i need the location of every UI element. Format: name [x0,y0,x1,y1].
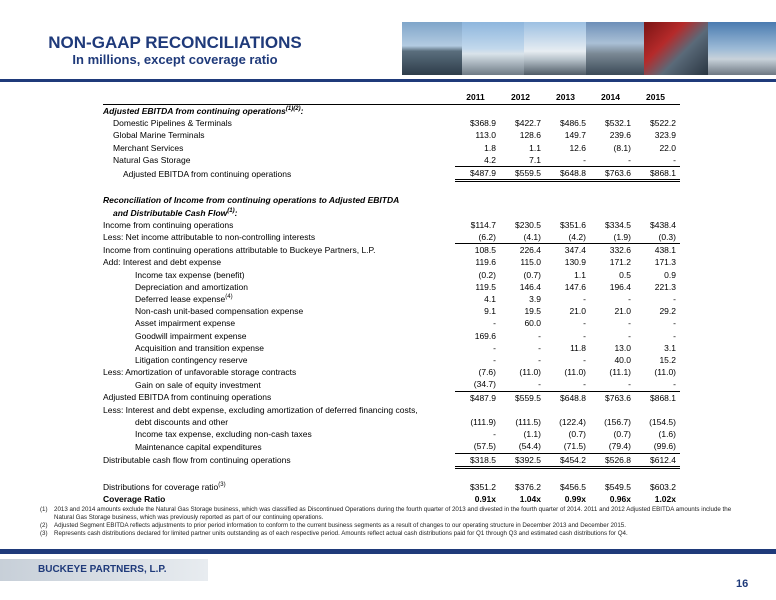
value-cell: (54.4) [500,440,545,453]
value-cell: - [545,154,590,167]
row-label-text: Litigation contingency reserve [135,355,248,366]
value-cell: (11.0) [519,367,541,378]
row-label-text: Adjusted EBITDA from continuing operations [103,392,272,403]
row-label-text: Less: Amortization of unfavorable storage contracts [103,367,297,378]
value-cell: $334.5 [605,219,631,230]
value-cell [455,194,500,206]
table-row [103,117,680,129]
value-cell: 1.02x [654,494,676,505]
value-cell: $868.1 [635,167,680,181]
table-row [103,244,680,257]
row-label [103,194,455,206]
footnote-key: (1) [40,506,48,513]
row-label [103,269,455,281]
value-cell: $351.6 [560,219,586,230]
value-cell: 21.0 [614,306,631,317]
value-cell [545,181,590,195]
value-cell: (99.6) [635,440,680,453]
table-row [103,256,680,268]
row-label-text: Asset impairment expense [135,318,236,329]
value-cell: 171.3 [654,257,676,268]
value-cell [455,207,500,219]
row-label [103,129,455,141]
value-cell [590,194,635,206]
table-row [103,317,680,329]
value-cell: - [538,355,541,366]
row-label [103,105,455,118]
row-label [103,244,455,257]
row-label [103,117,455,129]
row-label-text: Less: Interest and debt expense, excluding amortization of deferred financing costs, [103,404,418,415]
table-row [103,354,680,366]
value-cell: $351.2 [470,482,496,493]
table-row [103,105,680,118]
table-row [103,219,680,231]
value-cell: (154.5) [649,417,676,428]
row-label [103,142,455,154]
value-cell: 3.1 [664,342,676,353]
value-cell: - [583,294,586,305]
value-cell: (122.4) [559,417,586,428]
row-label-text: Merchant Services [113,142,184,153]
row-label-text: Domestic Pipelines & Terminals [113,118,232,129]
value-cell: 4.2 [455,154,500,167]
table-row [103,366,680,378]
footnote-ref: (3) [218,482,226,489]
row-label-text: Add: Interest and debt expense [103,257,222,268]
value-cell [590,105,635,118]
valve-wheel-photo [644,22,708,75]
value-cell: - [493,355,496,366]
value-cell: 3.9 [529,294,541,305]
value-cell: (6.2) [455,231,500,244]
table-row [103,342,680,354]
row-label [103,428,455,440]
value-cell: (0.2) [478,269,496,280]
table-row [103,154,680,167]
row-label-text: Adjusted EBITDA from continuing operations [103,106,286,116]
value-cell [635,404,680,416]
value-cell: $522.2 [650,118,676,129]
row-label [103,416,455,428]
row-label-text: Reconciliation of Income from continuing operations to Adjusted EBITDA [103,195,400,206]
value-cell: 12.6 [569,142,586,153]
page-number: 16 [736,578,749,590]
value-cell: - [538,330,541,341]
row-label [103,453,455,467]
table-row [103,207,680,219]
row-label-text: Deferred lease expense [135,294,226,305]
value-cell [635,207,680,219]
value-cell: (1.9) [590,231,635,244]
value-cell [635,105,680,118]
value-cell: - [583,318,586,329]
value-cell: $559.5 [515,392,541,403]
row-label [103,330,455,342]
value-cell: 149.7 [564,130,586,141]
row-label-text: Income tax expense, excluding non-cash taxes [135,429,312,440]
table-row [103,428,680,440]
value-cell: 1.1 [529,142,541,153]
value-cell: - [673,330,676,341]
value-cell: $763.6 [590,167,635,181]
value-cell: 347.4 [564,245,586,256]
value-cell [545,194,590,206]
row-label [103,207,455,219]
value-cell: 13.0 [614,342,631,353]
value-cell: 11.8 [570,342,586,353]
value-cell: 60.0 [524,318,541,329]
value-cell [455,467,500,481]
value-cell [500,105,545,118]
row-label-text: Income tax expense (benefit) [135,269,245,280]
marine-terminal-photo [586,22,644,75]
value-cell: - [545,378,590,391]
row-label-text: Global Marine Terminals [113,130,205,141]
value-cell: - [628,318,631,329]
value-cell: 332.6 [609,245,631,256]
value-cell: (4.1) [500,231,545,244]
value-cell: 0.5 [619,269,631,280]
row-label-text: Income from continuing operations [103,219,234,230]
value-cell: 239.6 [609,130,631,141]
value-cell: 7.1 [500,154,545,167]
header-photo-strip [402,22,776,75]
footnote-text: 2013 and 2014 amounts exclude the Natural Gas Storage business, which was classified as Discontinued Operations during the fourth quarter of 2013 and divested in the fourth quarter of 2014. 2011 and 2012 Adjusted EBITDA amounts include the Natural Gas Storage business, which was previously reported as part of our continuing operations. [54,506,732,521]
year-header: 2014 [590,90,635,105]
value-cell: $454.2 [545,453,590,467]
year-header: 2013 [545,90,590,105]
year-header: 2012 [500,90,545,105]
value-cell: - [635,378,680,391]
company-logo [0,559,208,581]
storage-tanks-photo [462,22,524,75]
table-row [103,330,680,342]
value-cell: (111.9) [470,417,496,428]
row-label [103,404,455,416]
pipeline-photo [402,22,462,75]
footnote-text: Represents cash distributions declared for limited partner units outstanding as of each respective period. Amounts reflect actual cash distributions paid for Q1 through Q3 and estimated cash distributions for Q4. [54,530,628,537]
value-cell: 115.0 [520,257,541,268]
row-label [103,256,455,268]
row-label [103,493,455,505]
value-cell [455,404,500,416]
value-cell: - [628,330,631,341]
footnote [40,522,752,530]
row-label [103,181,455,195]
row-label-text: Coverage Ratio [103,494,166,505]
value-cell: 29.2 [659,306,676,317]
value-cell: 119.6 [475,257,496,268]
row-label [103,481,455,493]
row-label [103,467,455,481]
value-cell: 438.1 [654,245,676,256]
value-cell [590,404,635,416]
row-label [103,231,455,244]
table-row [103,181,680,195]
table-row [103,231,680,244]
footnote-key: (3) [40,530,48,537]
value-cell: $486.5 [560,118,586,129]
row-label [103,293,455,305]
value-cell: 0.9 [664,269,676,280]
row-label-text: Income from continuing operations attributable to Buckeye Partners, L.P. [103,244,376,255]
value-cell: $648.8 [560,392,586,403]
value-cell [545,467,590,481]
value-cell: - [538,342,541,353]
table-row [103,293,680,305]
table-row [103,416,680,428]
table-row [103,129,680,141]
tank-farm-photo [524,22,586,75]
value-cell: 108.5 [474,245,496,256]
reconciliation-table [103,90,680,505]
value-cell: 4.1 [484,294,496,305]
footnotes [40,506,752,538]
value-cell: - [590,154,635,167]
footnote-ref: (1)(2) [285,106,301,113]
value-cell: - [628,294,631,305]
table-row [103,453,680,467]
footnote-key: (2) [40,522,48,529]
value-cell [545,105,590,118]
row-label [103,154,455,167]
footnote-ref: (4) [225,294,233,301]
value-cell: - [493,318,496,329]
row-label-text: Acquisition and transition expense [135,342,264,353]
row-label-text: and Distributable Cash Flow [113,207,228,218]
table-row [103,194,680,206]
value-cell: - [673,318,676,329]
row-label [103,391,455,404]
row-label [103,440,455,453]
value-cell: 128.6 [519,130,541,141]
value-cell: $549.5 [605,482,631,493]
value-cell: 19.5 [524,306,541,317]
row-label [103,317,455,329]
value-cell: $868.1 [650,392,676,403]
row-label-text: Less: Net income attributable to non-controlling interests [103,232,316,243]
value-cell: 146.4 [519,281,541,292]
value-cell: $612.4 [635,453,680,467]
footnote-text: Adjusted Segment EBITDA reflects adjustments to prior period information to conform to the current business segments as a result of changes to our operating structure in December 2013 and December 2015. [54,522,626,529]
value-cell: 147.6 [564,281,586,292]
value-cell: $368.9 [470,118,496,129]
value-cell: $230.5 [515,219,541,230]
value-cell: 1.1 [574,269,586,280]
value-cell: $648.8 [545,167,590,181]
value-cell [635,467,680,481]
value-cell: 22.0 [659,142,676,153]
value-cell: 21.0 [569,306,586,317]
value-cell [590,181,635,195]
table-row [103,269,680,281]
value-cell: $526.8 [590,453,635,467]
value-cell: 40.0 [614,355,631,366]
value-cell [500,194,545,206]
value-cell: 113.0 [475,130,496,141]
value-cell: $487.9 [470,392,496,403]
row-label [103,378,455,391]
value-cell: 171.2 [609,257,631,268]
value-cell: (11.0) [654,367,676,378]
value-cell: 130.9 [564,257,586,268]
footnote [40,530,752,538]
value-cell [455,181,500,195]
row-label [103,281,455,293]
value-cell: - [493,429,496,440]
table-row [103,281,680,293]
row-label [103,366,455,378]
table-header-row [103,90,680,105]
value-cell: 9.1 [484,306,496,317]
year-header: 2011 [455,90,500,105]
value-cell [500,181,545,195]
value-cell: 226.4 [519,245,541,256]
table-row [103,167,680,181]
row-label-text: Gain on sale of equity investment [135,379,261,390]
value-cell: $376.2 [515,482,541,493]
value-cell: (4.2) [545,231,590,244]
row-label-text: Adjusted EBITDA from continuing operations [123,168,292,179]
value-cell: $487.9 [455,167,500,181]
row-label-suffix: : [300,106,304,116]
value-cell: (1.1) [523,429,541,440]
worker-photo [708,22,776,75]
value-cell: (71.5) [545,440,590,453]
row-label-text: debt discounts and other [135,417,229,428]
value-cell: $114.7 [470,219,496,230]
value-cell: (0.7) [613,429,631,440]
value-cell: (8.1) [613,142,631,153]
value-cell: $422.7 [515,118,541,129]
value-cell: (1.6) [658,429,676,440]
row-label-text: Maintenance capital expenditures [135,441,262,452]
row-label-text: Non-cash unit-based compensation expense [135,306,304,317]
value-cell: $603.2 [650,482,676,493]
value-cell [500,467,545,481]
row-label [103,354,455,366]
row-label-text: Distributions for coverage ratio [103,482,219,493]
value-cell: 0.96x [609,494,631,505]
value-cell: (11.1) [609,367,631,378]
value-cell: - [500,378,545,391]
footnote [40,506,752,522]
footer-divider [0,549,776,554]
value-cell: (0.7) [523,269,541,280]
value-cell [500,207,545,219]
company-name: BUCKEYE PARTNERS, L.P. [38,564,167,575]
value-cell: $438.4 [650,219,676,230]
page-subtitle: In millions, except coverage ratio [72,52,278,67]
value-cell: 0.91x [474,494,496,505]
table-row [103,467,680,481]
value-cell: $532.1 [605,118,631,129]
value-cell: (0.3) [635,231,680,244]
value-cell: (34.7) [455,378,500,391]
value-cell: 323.9 [654,130,676,141]
value-cell: (111.5) [515,417,541,428]
value-cell: (7.6) [478,367,496,378]
value-cell: - [493,342,496,353]
value-cell: 221.3 [654,281,676,292]
value-cell: $392.5 [500,453,545,467]
row-label [103,219,455,231]
value-cell: - [673,294,676,305]
value-cell: (156.7) [604,417,631,428]
value-cell: 0.99x [564,494,586,505]
table-row [103,481,680,493]
value-cell: (79.4) [590,440,635,453]
table-row [103,404,680,416]
value-cell: (57.5) [455,440,500,453]
footnote-ref: (1) [227,207,235,214]
value-cell: $456.5 [560,482,586,493]
value-cell: $318.5 [455,453,500,467]
value-cell: - [635,154,680,167]
value-cell: 196.4 [609,281,631,292]
table-row [103,493,680,505]
value-cell: (0.7) [568,429,586,440]
row-label-suffix: : [234,207,238,218]
value-cell: - [583,355,586,366]
page-title: NON-GAAP RECONCILIATIONS [48,33,302,52]
table-row [103,391,680,404]
value-cell [545,207,590,219]
value-cell: - [590,378,635,391]
value-cell [590,207,635,219]
row-label-text: Natural Gas Storage [113,155,191,166]
row-label-text: Depreciation and amortization [135,281,248,292]
table-row [103,305,680,317]
value-cell: $559.5 [500,167,545,181]
value-cell [635,194,680,206]
row-label [103,305,455,317]
row-label-text: Distributable cash flow from continuing operations [103,455,291,466]
row-label [103,342,455,354]
value-cell: 169.6 [474,330,496,341]
value-cell [590,467,635,481]
table-row [103,440,680,453]
table-row [103,142,680,154]
header-divider [0,79,776,82]
row-label-text: Goodwill impairment expense [135,330,247,341]
value-cell: $763.6 [605,392,631,403]
value-cell [545,404,590,416]
value-cell: 1.8 [484,142,496,153]
value-cell: 15.2 [659,355,676,366]
header-label-cell [103,90,455,105]
value-cell: 1.04x [519,494,541,505]
value-cell: - [583,330,586,341]
year-header: 2015 [635,90,680,105]
row-label [103,167,455,181]
value-cell [455,105,500,118]
value-cell [635,181,680,195]
value-cell: 119.5 [475,281,496,292]
value-cell: (11.0) [564,367,586,378]
value-cell [500,404,545,416]
table-row [103,378,680,391]
